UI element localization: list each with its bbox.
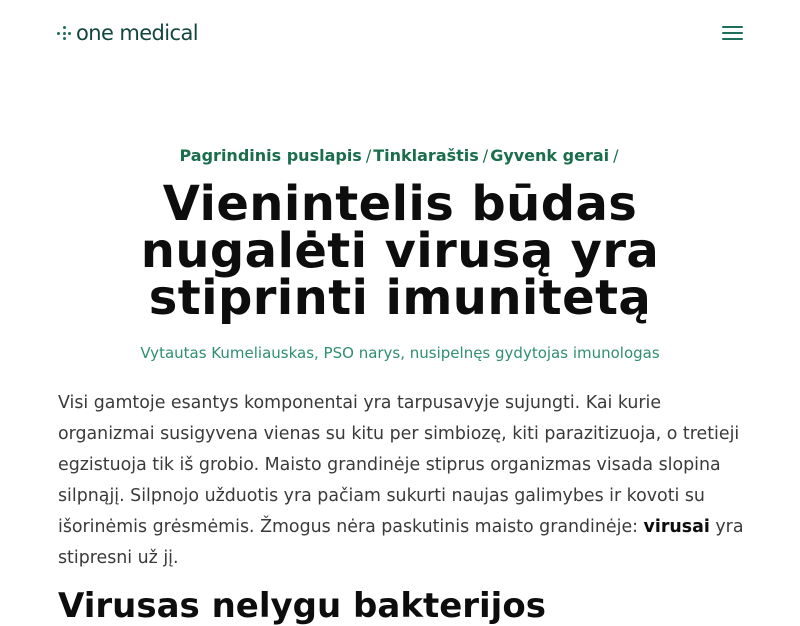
logo-link[interactable]	[57, 20, 198, 46]
breadcrumb	[0, 146, 800, 166]
logo-text: one medical	[76, 21, 198, 45]
breadcrumb-live-well[interactable]: Gyvenk gerai	[490, 146, 610, 165]
article-subheading: Virusas nelygu bakterijos	[58, 586, 546, 626]
breadcrumb-home[interactable]: Pagrindinis puslapis	[179, 146, 362, 165]
article-title: Vienintelis būdas nugalėti virusą yra stiprinti imunitetą	[140, 176, 660, 326]
paragraph-bold-term: virusai	[643, 517, 710, 537]
dots-cross-icon	[57, 26, 71, 40]
article-paragraph	[58, 388, 748, 574]
breadcrumb-separator: /	[482, 146, 489, 165]
paragraph-tail: yra stipresni už jį.	[58, 517, 744, 568]
hamburger-menu-icon	[722, 26, 743, 28]
site-header	[0, 0, 800, 66]
article-author: Vytautas Kumeliauskas, PSO narys, nusipelnęs gydytojas imunologas	[140, 344, 660, 362]
breadcrumb-separator: /	[613, 146, 619, 165]
paragraph-text: Visi gamtoje esantys komponentai yra tarpusavyje sujungti. Kai kurie organizmai susigyvena vienas su kitu per simbiozę, kiti parazitizuoja, o tretieji egzistuoja tik iš grobio. Maisto grandinėje stiprus organizmas visada slopina silpnąjį. Silpnojo užduotis yra pačiam sukurti naujas galimybes ir kovoti su išorinėmis grėsmėmis. Žmogus nėra paskutinis maisto grandinėje:	[58, 393, 740, 537]
menu-button[interactable]	[722, 24, 744, 42]
breadcrumb-blog[interactable]: Tinklaraštis	[373, 146, 479, 165]
breadcrumb-separator: /	[365, 146, 372, 165]
